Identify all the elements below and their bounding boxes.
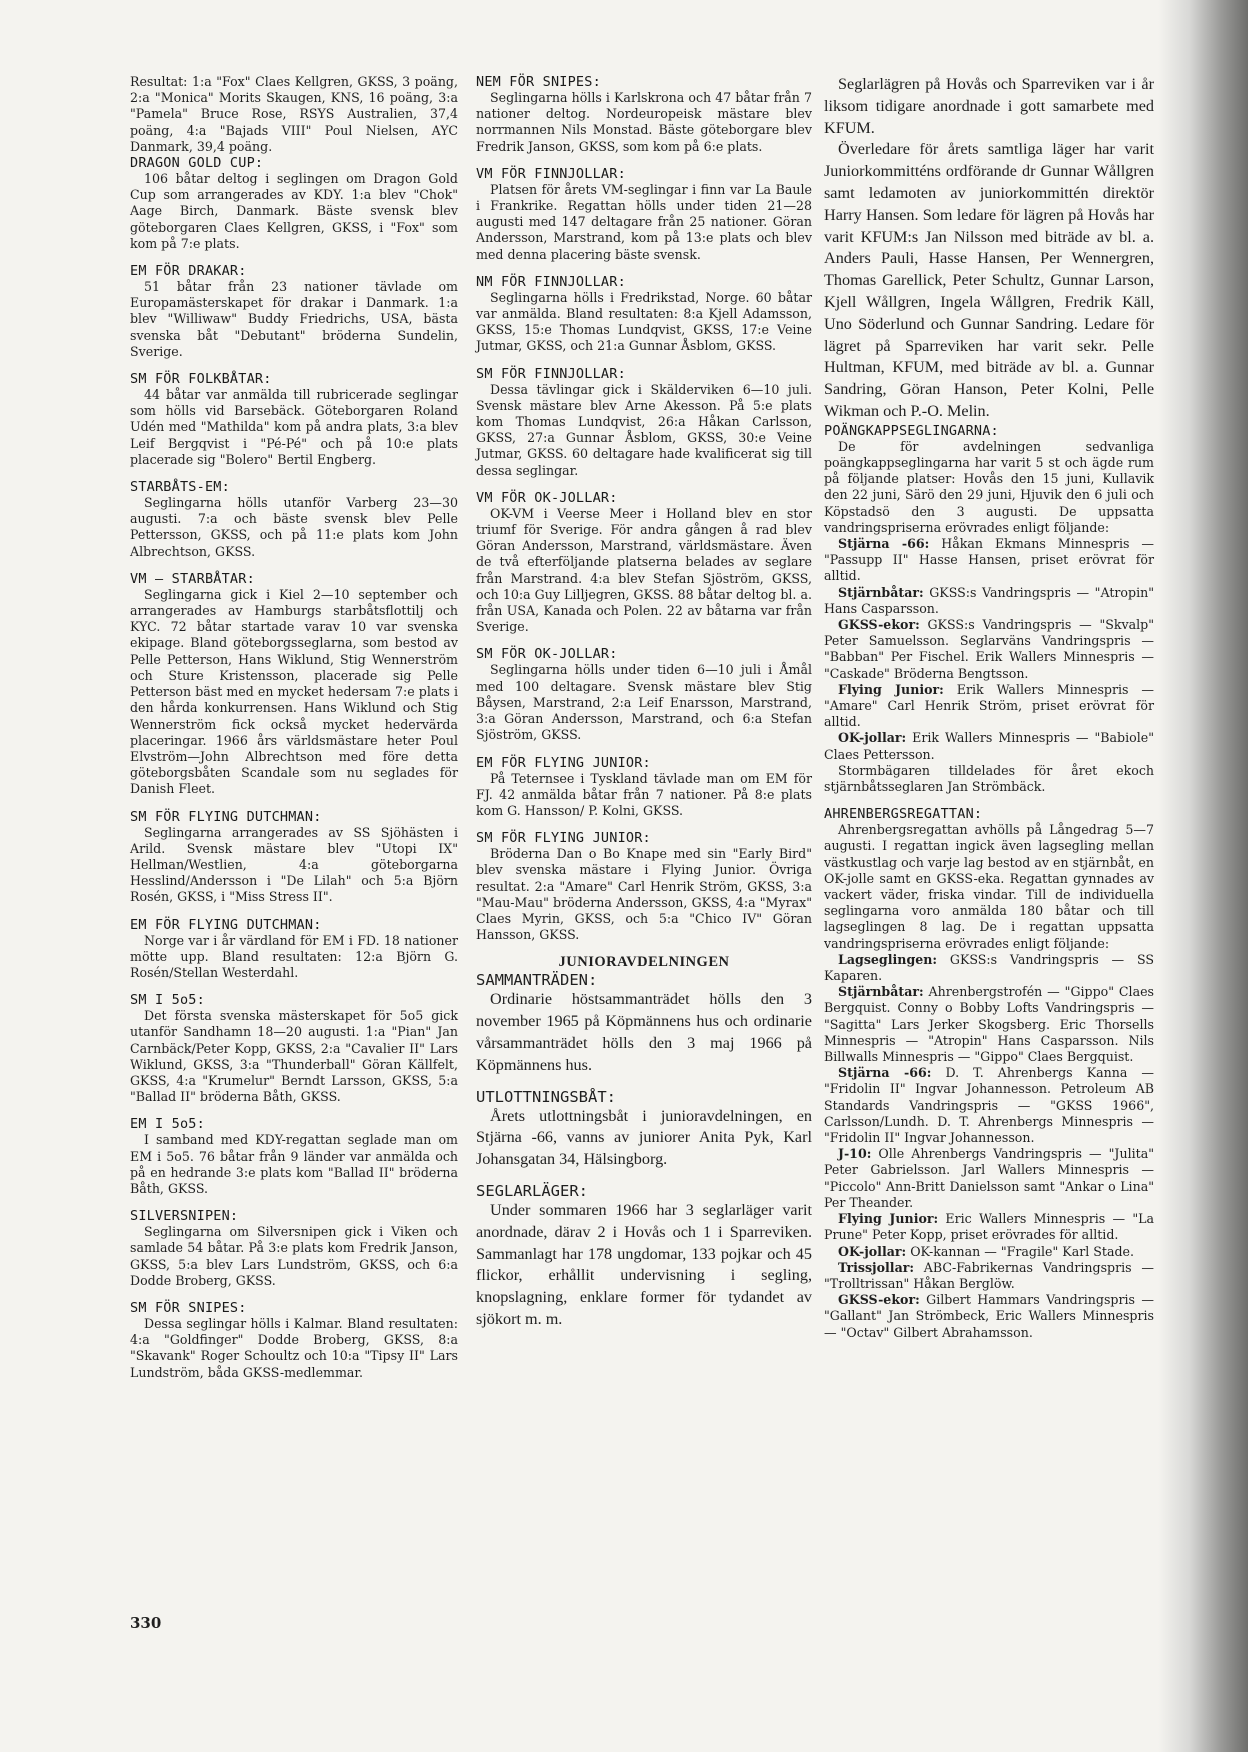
prize-entry: [824, 1211, 1154, 1243]
page-edge-shadow: [1158, 0, 1248, 1752]
section-em-flying-junior: [476, 755, 812, 820]
section-text: På Teternsee i Tyskland tävlade man om EM för FJ. 42 anmälda båtar från 7 nationer. På 8:e plats kom G. Hansson/ P. Kolni, GKSS.: [476, 770, 812, 818]
prize-class-label: Flying Junior:: [838, 681, 944, 697]
section-em-5o5: [130, 1116, 458, 1197]
prize-entry: [824, 1244, 1154, 1260]
section-text: Ordinarie höstsammanträdet hölls den 3 november 1965 på Köpmännens hus och ordinarie vårsammanträdet hölls den 3 maj 1966 på Köpmännens hus.: [476, 990, 812, 1074]
section-sm-flying-dutchman: [130, 809, 458, 906]
prize-entry: [824, 952, 1154, 984]
section-heading: SM FÖR FINNJOLLAR:: [476, 365, 626, 382]
section-em-flying-dutchman: [130, 917, 458, 982]
section-text: Dessa seglingar hölls i Kalmar. Bland resultaten: 4:a "Goldfinger" Dodde Broberg, GKSS, 8:a "Skavank" Roger Schoultz och 10:a "Tipsy II" Lars Lundström, båda GKSS-medlemmar.: [130, 1315, 458, 1380]
section-text: 106 båtar deltog i seglingen om Dragon Gold Cup som arrangerades av KDY. 1:a blev "Chok" Aage Birch, Danmark. Bäste svensk blev göteborgaren Claes Kellgren, GKSS, i "Fox" som kom på 7:e plats.: [130, 171, 458, 251]
section-intro: De för avdelningen sedvanliga poängkappseglingarna har varit 5 st och ägde rum på följande platser: Hovås den 15 juni, Kullavik den 22 juni, Särö den 29 juni, Hjuvik den 6 juli och Köpstadsö den 3 augusti. De uppsatta vandringspriserna erövrades enligt följande:: [824, 438, 1154, 535]
prize-entry: [824, 1292, 1154, 1341]
section-text: Seglingarna om Silversnipen gick i Viken och samlade 54 båtar. På 3:e plats kom Fredrik Janson, GKSS, 5:a blev Lars Lundström, GKSS, och 6:a Dodde Broberg, GKSS.: [130, 1224, 458, 1288]
prize-entry: [824, 1146, 1154, 1211]
section-closing: Stormbägaren tilldelades för året ekoch stjärnbåtsseglaren Jan Strömbäck.: [824, 762, 1154, 795]
column-middle: [476, 74, 812, 1342]
section-text: Seglingarna arrangerades av SS Sjöhästen i Arild. Svensk mästare blev "Utopi IX" Hellman/Westlien, 4:a göteborgarna Hesslind/Andersson i "De Lilah" och 5:a Björn Rosén, GKSS, i "Miss Stress II".: [130, 824, 458, 905]
section-vm-finnjollar: [476, 166, 812, 263]
column-left: [130, 74, 458, 1392]
section-heading: SM FÖR SNIPES:: [130, 1299, 247, 1316]
section-heading: SM FÖR OK-JOLLAR:: [476, 646, 618, 663]
section-heading: SILVERSNIPEN:: [130, 1208, 239, 1225]
section-heading: STARBÅTS-EM:: [130, 479, 230, 496]
section-em-drakar: [130, 263, 458, 360]
section-heading: NM FÖR FINNJOLLAR:: [476, 273, 626, 290]
section-sm-flying-junior: [476, 830, 812, 943]
section-text: 51 båtar från 23 nationer tävlade om Europamästerskapet för drakar i Danmark. 1:a blev "Williwaw" Buddy Friedrichs, USA, bästa svenska båt "Debutant" bröderna Sundelin, Sverige.: [130, 279, 458, 359]
prize-entry: [824, 1065, 1154, 1146]
section-text: Årets utlottningsbåt i junioravdelningen, en Stjärna -66, vanns av juniorer Anita Pyk, Karl Johansgatan 34, Hälsingborg.: [476, 1106, 812, 1169]
section-ahrenbergsregattan: [824, 806, 1154, 1341]
prize-class-label: Stjärnbåtar:: [838, 984, 924, 1000]
section-heading: UTLOTTNINGSBÅT:: [476, 1087, 616, 1106]
prize-text: GKSS:s Vandringspris — "Skvalp" Peter Samuelsson. Seglarväns Vandringspris — "Babban" Per Fischel. Erik Wallers Minnespris — "Caskade" Bröderna Bengtsson.: [824, 616, 1154, 681]
column-right: [824, 74, 1154, 1352]
prize-class-label: J-10:: [838, 1146, 872, 1162]
prize-class-label: Trissjollar:: [838, 1259, 915, 1275]
prize-class-label: Stjärnbåtar:: [838, 584, 924, 600]
prize-class-label: Stjärna -66:: [838, 1065, 932, 1081]
section-sm-snipes: [130, 1300, 458, 1381]
section-heading: SEGLARLÄGER:: [476, 1181, 588, 1200]
section-text: 44 båtar var anmälda till rubricerade seglingar som hölls vid Barsebäck. Göteborgaren Roland Udén med "Mathilda" kom på andra plats, 3:a blev Leif Bergqvist i "Pé-Pé" och på 10:e plats placerade sig "Bolero" Bertil Engberg.: [130, 387, 458, 467]
prize-text: OK-kannan — "Fragile" Karl Stade.: [906, 1243, 1134, 1259]
section-poangkappseglingarna: [824, 423, 1154, 795]
section-heading: EM FÖR DRAKAR:: [130, 263, 247, 280]
page-number: 330: [130, 1614, 162, 1632]
prize-text: Ahrenbergstrofén — "Gippo" Claes Bergquist. Conny o Bobby Lofts Vandringspris — "Sagitta" Lars Jerker Skogsberg. Eric Thorsells Minnespris — "Atropin" Hans Casparsson. Nils Billwalls Minnespris — "Gippo" Claes Bergquist.: [824, 984, 1154, 1065]
prize-class-label: GKSS-ekor:: [838, 616, 920, 632]
prize-class-label: Lagseglingen:: [838, 951, 938, 967]
section-heading: EM FÖR FLYING JUNIOR:: [476, 754, 651, 771]
section-intro: Ahrenbergsregattan avhölls på Långedrag 5—7 augusti. I regattan ingick även lagsegling mellan västkustlag och varje lag bestod av en stjärnbåt, en OK-jolle samt en GKSS-eka. Regattan gynnades av vackert väder, friska vindar. Till de individuella seglingarna voro anmälda 180 båtar och till lagseglingen 8 lag. De i regattan uppsatta vandringspriserna erövrades enligt följande:: [824, 822, 1154, 951]
prize-text: GKSS:s Vandringspris — SS Kaparen.: [824, 951, 1154, 984]
section-sm-5o5: [130, 992, 458, 1105]
section-dragon-gold-cup: [130, 155, 458, 252]
section-heading: SAMMANTRÄDEN:: [476, 971, 598, 990]
prize-class-label: Flying Junior:: [838, 1211, 939, 1227]
section-text: Seglingarna gick i Kiel 2—10 september och arrangerades av Hamburgs starbåtsflottilj och KYC. 72 båtar startade varav 10 var svenska ekipage. Bland göteborgsseglarna, som bestod av Pelle Petterson, Hans Wiklund, Stig Wennerström och Sture Kristensson, placerade sig Pelle Petterson bäst med en mycket hedersam 7:e plats i den hårda konkurrensen. Hans Wiklund och Stig Wennerström fick också mycket hedervärda placeringar. 1966 års världsmästare heter Poul Elvström—John Albrechtson med före detta göteborgsbåten Scandale som nu seglades för Danish Fleet.: [130, 586, 458, 797]
section-heading: VM — STARBÅTAR:: [130, 570, 255, 587]
section-sammantraden: [476, 971, 812, 1076]
section-heading: SM FÖR FOLKBÅTAR:: [130, 371, 272, 388]
camp-paragraph: Seglarlägren på Hovås och Sparreviken var i år liksom tidigare anordnade i gott samarbete med KFUM.: [824, 75, 1154, 137]
section-text: I samband med KDY-regattan seglade man om EM i 5o5. 76 båtar från 9 länder var anmälda och på en hedrande 3:e plats kom "Ballad II" bröderna Båth, GKSS.: [130, 1132, 458, 1196]
section-text: Seglingarna hölls utanför Varberg 23—30 augusti. 7:a och bäste svensk blev Pelle Pettersson, GKSS, och på 11:e plats kom John Albrechtson, GKSS.: [130, 495, 458, 559]
section-heading: NEM FÖR SNIPES:: [476, 74, 601, 90]
prize-text: Olle Ahrenbergs Vandringspris — "Julita" Peter Gabrielsson. Jarl Wallers Minnespris — "Piccolo" Ann-Britt Danielsson samt "Ankar o Lina" Per Theander.: [824, 1146, 1154, 1210]
section-text: Norge var i år värdland för EM i FD. 18 nationer mötte upp. Bland resultaten: 12:a Björn G. Rosén/Stellan Westerdahl.: [130, 932, 458, 980]
junior-division-heading: JUNIORAVDELNINGEN: [558, 954, 730, 971]
section-heading: AHRENBERGSREGATTAN:: [824, 806, 983, 823]
section-text: Seglingarna hölls under tiden 6—10 juli i Åmål med 100 deltagare. Svensk mästare blev Stig Båysen, Marstrand, 2:a Leif Enarsson, Marstrand, 3:a Göran Andersson, Marstrand, och 6:a Stefan Sjöström, GKSS.: [476, 662, 812, 743]
section-sm-ok-jollar: [476, 646, 812, 743]
section-sm-finnjollar: [476, 366, 812, 479]
prize-text: Erik Wallers Minnespris — "Amare" Carl Henrik Ström, priset erövrat för alltid.: [824, 681, 1154, 730]
section-text: Dessa tävlingar gick i Skälderviken 6—10 juli. Svensk mästare blev Arne Akesson. På 5:e plats kom Thomas Lundqvist, 26:a Håkan Carlsson, GKSS, 27:a Gunnar Åsblom, GKSS, 30:e Veine Jutmar, GKSS. 60 deltagare hade kvalificerat sig till dessa seglingar.: [476, 381, 812, 478]
prize-text: Eric Wallers Minnespris — "La Prune" Peter Kopp, priset erövrades för alltid.: [824, 1211, 1154, 1243]
section-heading: EM I 5o5:: [130, 1116, 205, 1133]
section-text: Bröderna Dan o Bo Knape med sin "Early Bird" blev svenska mästare i Flying Junior. Övriga resultat. 2:a "Amare" Carl Henrik Ström, GKSS, 3:a "Mau-Mau" bröderna Andersson, GKSS, 4:a "Myrax" Claes Myrin, GKSS, och 5:a "Chico IV" Göran Hansson, GKSS.: [476, 846, 812, 943]
prize-text: Gilbert Hammars Vandringspris — "Gallant" Jan Strömbeck, Eric Wallers Minnespris — "Octav" Gilbert Abrahamsson.: [824, 1292, 1154, 1340]
section-nm-finnjollar: [476, 274, 812, 355]
prize-text: Erik Wallers Minnespris — "Babiole" Claes Pettersson.: [824, 730, 1154, 762]
prize-entry: [824, 730, 1154, 762]
section-heading: SM FÖR FLYING JUNIOR:: [476, 830, 651, 847]
prize-text: ABC-Fabrikernas Vandringspris — "Trolltrissan" Håkan Berglöw.: [824, 1259, 1154, 1291]
section-heading: VM FÖR FINNJOLLAR:: [476, 165, 626, 182]
section-silversnipen: [130, 1208, 458, 1289]
section-starbats-em: [130, 479, 458, 560]
section-text: Det första svenska mästerskapet för 5o5 gick utanför Sandhamn 18—20 augusti. 1:a "Pian" Jan Carnbäck/Peter Kopp, GKSS, 2:a "Cavalier II" Lars Wiklund, GKSS, 3:a "Thunderball" Göran Källfelt, GKSS, 4:a "Krumelur" Berndt Larsson, GKSS, 5:a "Ballad II" bröderna Båth, GKSS.: [130, 1008, 458, 1105]
prize-entry: [824, 617, 1154, 682]
section-seglarlager: [476, 1182, 812, 1331]
section-heading: POÄNGKAPPSEGLINGARNA:: [824, 422, 999, 439]
prize-text: D. T. Ahrenbergs Kanna — "Fridolin II" Ingvar Johannesson. Petroleum AB Standards Vandringspris — "GKSS 1966", Carlsson/Lundh. D. T. Ahrenbergs Minnespris — "Fridolin II" Ingvar Johannesson.: [824, 1065, 1154, 1146]
prize-class-label: GKSS-ekor:: [838, 1292, 920, 1308]
section-heading: SM FÖR FLYING DUTCHMAN:: [130, 808, 322, 825]
prize-entry: [824, 682, 1154, 731]
results-paragraph: Resultat: 1:a "Fox" Claes Kellgren, GKSS, 3 poäng, 2:a "Monica" Morits Skaugen, KNS, 16 poäng, 3:a "Pamela" Bruce Rose, RSYS Australien, 37,4 poäng, 4:a "Bajads VIII" Poul Nielsen, AYC Danmark, 39,4 poäng.: [130, 74, 458, 154]
prize-class-label: OK-jollar:: [838, 730, 907, 746]
section-heading: SM I 5o5:: [130, 992, 205, 1009]
section-utlottningsbat: [476, 1088, 812, 1171]
prize-entry: [824, 585, 1154, 617]
section-sm-folkbatar: [130, 371, 458, 468]
section-text: Under sommaren 1966 har 3 seglarläger varit anordnade, därav 2 i Hovås och 1 i Sparreviken. Sammanlagt har 178 ungdomar, 133 pojkar och 45 flickor, erhållit undervisning i segling, knopslagning, enklare former för tydandet av sjökort m. m.: [476, 1200, 812, 1328]
section-heading: DRAGON GOLD CUP:: [130, 155, 264, 172]
section-heading: EM FÖR FLYING DUTCHMAN:: [130, 916, 322, 933]
prize-class-label: OK-jollar:: [838, 1243, 907, 1259]
prize-entry: [824, 1260, 1154, 1292]
section-nem-snipes: [476, 74, 812, 155]
leaders-paragraph: Överledare för årets samtliga läger har varit Juniorkommitténs ordförande dr Gunnar Wållgren samt ledamoten av juniorkommittén direktör Harry Hansen. Som ledare för lägren på Hovås har varit KFUM:s Jan Nilsson med biträde av bl. a. Anders Pauli, Hasse Hansen, Per Wennergren, Thomas Garellick, Peter Schultz, Gunnar Larson, Kjell Wållgren, Ingela Wållgren, Fredrik Käll, Uno Söderlund och Gunnar Sandring. Ledare för lägret på Sparreviken har varit sekr. Pelle Hultman, KFUM, med biträde av bl. a. Gunnar Sandring, Göran Hanson, Peter Kolni, Pelle Wikman och P.-O. Melin.: [824, 140, 1154, 420]
prize-text: GKSS:s Vandringspris — "Atropin" Hans Casparsson.: [824, 584, 1154, 616]
section-text: OK-VM i Veerse Meer i Holland blev en stor triumf för Sverige. För andra gången å rad blev Göran Andersson, Marstrand, världsmästare. Även de två efterföljande platserna belades av seglare från Marstrand. 4:a blev Stefan Sjöström, GKSS, och 10:a Guy Lilljegren, GKSS. 88 båtar deltog bl. a. från USA, Kanada och Polen. 22 av båtarna var från Sverige.: [476, 505, 812, 635]
prize-entry: [824, 984, 1154, 1065]
section-vm-ok-jollar: [476, 490, 812, 636]
prize-text: Håkan Ekmans Minnespris — "Passupp II" Hasse Hansen, priset erövrat för alltid.: [824, 535, 1154, 584]
prize-class-label: Stjärna -66:: [838, 535, 930, 551]
section-text: Platsen för årets VM-seglingar i finn var La Baule i Frankrike. Regattan hölls under tiden 21—28 augusti med 147 deltagare från 25 nationer. Göran Andersson, Marstrand, kom på 13:e plats och blev med denna placering bäste svensk.: [476, 181, 812, 262]
section-vm-starbatar: [130, 571, 458, 798]
section-text: Seglingarna hölls i Karlskrona och 47 båtar från 7 nationer deltog. Nordeuropeisk mästare blev norrmannen Nils Monstad. Bäste göteborgare blev Fredrik Janson, GKSS, som kom på 6:e plats.: [476, 90, 812, 154]
section-heading: VM FÖR OK-JOLLAR:: [476, 489, 618, 506]
section-text: Seglingarna hölls i Fredrikstad, Norge. 60 båtar var anmälda. Bland resultaten: 8:a Kjell Adamsson, GKSS, 15:e Thomas Lundqvist, GKSS, 17:e Veine Jutmar, GKSS, och 21:a Gunnar Åsblom, GKSS.: [476, 289, 812, 354]
prize-entry: [824, 536, 1154, 585]
